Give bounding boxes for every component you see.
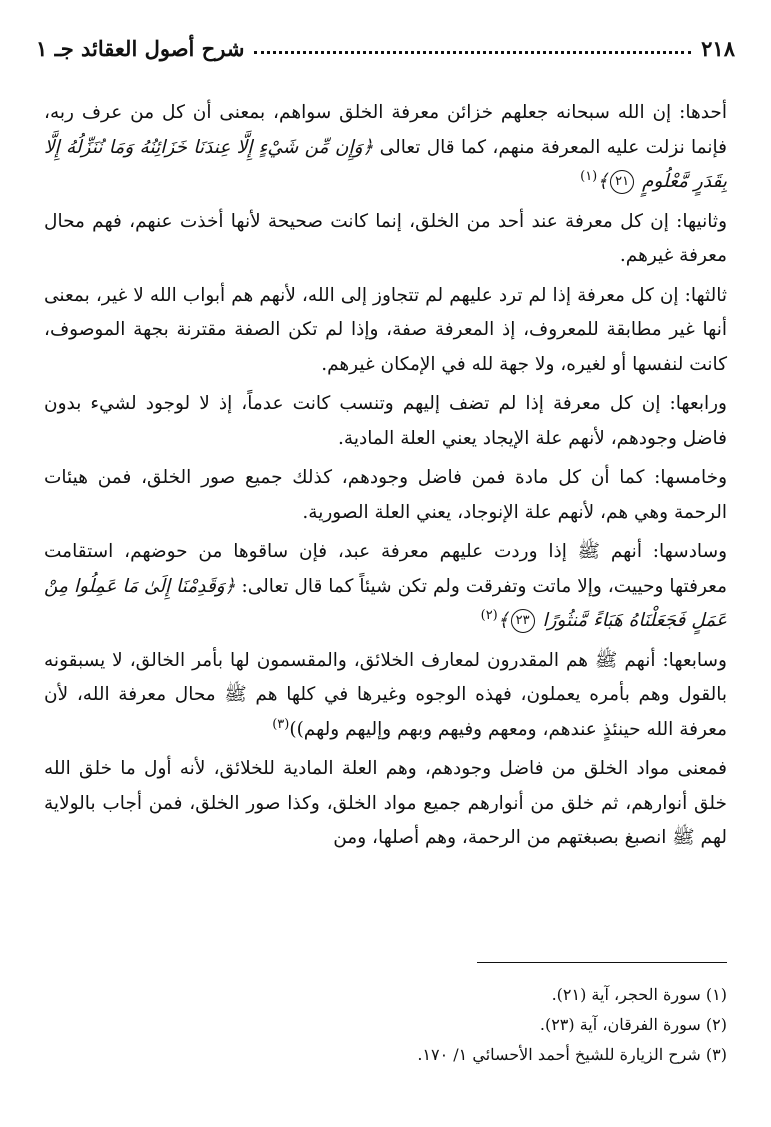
paragraph-sixth xyxy=(44,535,727,639)
footnote-ref: (٣) xyxy=(272,716,290,732)
page-number: ٢١٨ xyxy=(701,35,735,61)
footnote-separator xyxy=(477,962,727,963)
footnote-ref: (١) xyxy=(580,168,598,184)
paragraph-text: وسادسها: أنهم ﷺ إذا وردت عليهم معرفة عبد، فإن ساقوها من حوضهم، استقامت معرفتها وحييت، وإلا ماتت وتفرقت ولم تكن شيئاً كما قال تعالى: xyxy=(44,541,727,597)
quran-verse: ﴿وَقَدِمْنَا إِلَىٰ مَا عَمِلُوا مِنْ عَمَلٍ فَجَعَلْنَاهُ هَبَاءً مَّنثُورًا xyxy=(44,575,727,631)
quran-close-bracket: ﴾ xyxy=(497,610,509,631)
paragraph-fifth: وخامسها: كما أن كل مادة فمن فاضل وجودهم، كذلك جميع صور الخلق، فمن هيئات الرحمة وهي هم، لأنهم علة الإنوجاد، يعني العلة الصورية. xyxy=(44,467,727,523)
page-body xyxy=(44,96,727,861)
paragraph-text: أحدها: إن الله سبحانه جعلهم خزائن معرفة الخلق سواهم، بمعنى أن كل من عرف ربه، فإنما نزلت عليه المعرفة منهم، كما قال تعالى xyxy=(44,102,728,158)
paragraph-eighth: فمعنى مواد الخلق من فاضل وجودهم، وهم العلة المادية للخلائق، لأنه أول ما خلق الله خلق أنوارهم، ثم خلق من أنوارهم جميع مواد الخلق، وكذا صور الخلق، فمن أجاب بالولاية لهم ﷺ انصبغ بصبغتهم من الرحمة، وهم أصلها، ومن xyxy=(44,758,727,848)
quran-close-bracket: ﴾ xyxy=(597,171,609,192)
paragraph-third: ثالثها: إن كل معرفة إذا لم ترد عليهم لم تتجاوز إلى الله، لأنهم هم أبواب الله لا غير، بمعنى أنها غير مطابقة للمعروف، إذ المعرفة صفة، وإذا لم تكن الصفة مقترنة بجهة الموصوف، كانت لنفسها أو لغيره، ولا جهة لله في الإمكان غيرهم. xyxy=(44,284,727,375)
ayah-number-mark: ٢٣ xyxy=(511,609,535,633)
footnotes xyxy=(44,980,727,1070)
paragraph-seventh xyxy=(44,644,727,748)
paragraph-text: وسابعها: أنهم ﷺ هم المقدرون لمعارف الخلائق، والمقسمون لها بأمر الخالق، لا يسبقونه بالقول وهم بأمره يعملون، فهذه الوجوه وغيرها في كلها هم ﷺ محال معرفة الله، لأن معرفة الله حينئذٍ عندهم، ومعهم وفيهم وبهم وإليهم ولهم)) xyxy=(44,649,727,740)
ayah-number-mark: ٢١ xyxy=(610,170,634,194)
header-dot-leader xyxy=(254,51,691,54)
paragraph-fourth: ورابعها: إن كل معرفة إذا لم تضف إليهم وتنسب كانت عدماً، إذ لا لوجود لشيء بدون فاضل وجودهم، لأنهم علة الإيجاد يعني العلة المادية. xyxy=(44,393,727,449)
quran-verse: ﴿وَإِن مِّن شَيْءٍ إِلَّا عِندَنَا خَزَائِنُهُ وَمَا نُنَزِّلُهُ إِلَّا بِقَدَرٍ مَّعْلُومٍ xyxy=(44,136,727,192)
paragraph-first xyxy=(44,96,727,200)
footnote-1: (١) سورة الحجر، آية (٢١). xyxy=(551,985,727,1004)
paragraph-second: وثانيها: إن كل معرفة عند أحد من الخلق، إنما كانت صحيحة لأنها أخذت عنهم، فهم محال معرفة غيرهم. xyxy=(44,210,727,266)
footnote-3: (٣) شرح الزيارة للشيخ أحمد الأحسائي ١/ ١٧٠. xyxy=(417,1045,727,1064)
page-header xyxy=(36,28,735,68)
footnote-ref: (٢) xyxy=(480,607,498,623)
running-title: شرح أصول العقائد جـ ١ xyxy=(36,35,245,61)
footnote-2: (٢) سورة الفرقان، آية (٢٣). xyxy=(539,1015,727,1034)
